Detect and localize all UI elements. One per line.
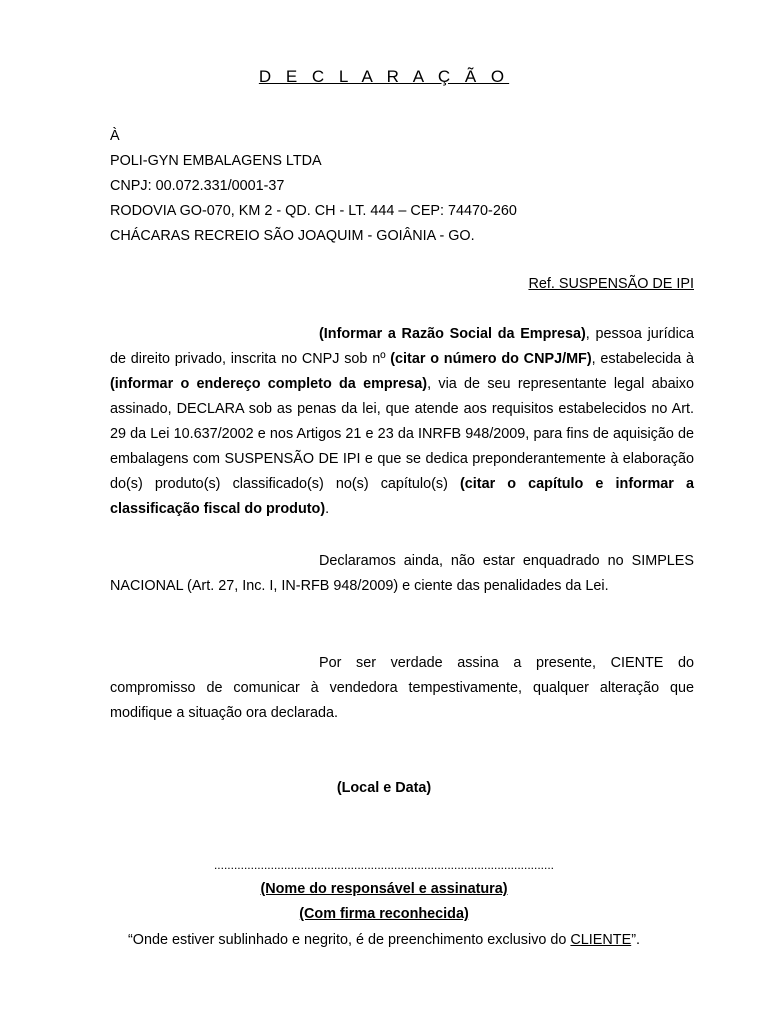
footnote-text: “Onde estiver sublinhado e negrito, é de preenchimento exclusivo do bbox=[128, 932, 571, 948]
recipient-cnpj: CNPJ: 00.072.331/0001-37 bbox=[110, 178, 285, 194]
recipient-city: CHÁCARAS RECREIO SÃO JOAQUIM - GOIÂNIA - GO. bbox=[110, 228, 475, 244]
paragraph-text: . bbox=[325, 501, 330, 517]
signature-line: ...................................................................................................... bbox=[213, 858, 555, 872]
company-name-placeholder: (Informar a Razão Social da Empresa) bbox=[319, 326, 586, 342]
document-title: D E C L A R A Ç Ã O bbox=[258, 67, 510, 86]
reference-line: Ref. SUSPENSÃO DE IPI bbox=[528, 276, 694, 292]
cnpj-placeholder: (citar o número do CNPJ/MF) bbox=[390, 351, 592, 367]
simples-paragraph: Declaramos ainda, não estar enquadrado no SIMPLES NACIONAL (Art. 27, Inc. I, IN-RFB 948/2009) e ciente das penalidades da Lei. bbox=[110, 553, 694, 594]
declaration-paragraph bbox=[110, 322, 694, 522]
local-date-placeholder: (Local e Data) bbox=[336, 780, 432, 796]
paragraph-text: , via de seu representante legal abaixo assinado, DECLARA sob as penas da lei, que atende aos requisitos estabelecidos no Art. 29 da Lei 10.637/2002 e nos Artigos 21 e 23 da INRFB 948/2009, para fins de aquisição de embalagens com SUSPENSÃO DE IPI e que se dedica preponderantemente à elaboração do(s) produto(s) classificado(s) no(s) capítulo(s) bbox=[110, 376, 694, 492]
recipient-line: À bbox=[110, 128, 120, 144]
recipient-block bbox=[110, 124, 517, 249]
signature-firm-note: (Com firma reconhecida) bbox=[299, 906, 469, 922]
signature-name-placeholder: (Nome do responsável e assinatura) bbox=[260, 881, 508, 897]
recipient-address: RODOVIA GO-070, KM 2 - QD. CH - LT. 444 – CEP: 74470-260 bbox=[110, 203, 517, 219]
footnote-end: ”. bbox=[631, 932, 640, 948]
recipient-company: POLI-GYN EMBALAGENS LTDA bbox=[110, 153, 322, 169]
closing-paragraph: Por ser verdade assina a presente, CIENTE do compromisso de comunicar à vendedora tempestivamente, qualquer alteração que modifique a situação ora declarada. bbox=[110, 655, 694, 721]
footnote-client: CLIENTE bbox=[570, 932, 632, 948]
paragraph-text: , pessoa jurídica de direito privado, inscrita no CNPJ sob nº bbox=[110, 326, 694, 367]
paragraph-text: , estabelecida à bbox=[591, 351, 695, 367]
address-placeholder: (informar o endereço completo da empresa) bbox=[110, 376, 428, 392]
footnote bbox=[0, 932, 768, 948]
chapter-placeholder: (citar o capítulo e informar a classificação fiscal do produto) bbox=[110, 476, 695, 517]
